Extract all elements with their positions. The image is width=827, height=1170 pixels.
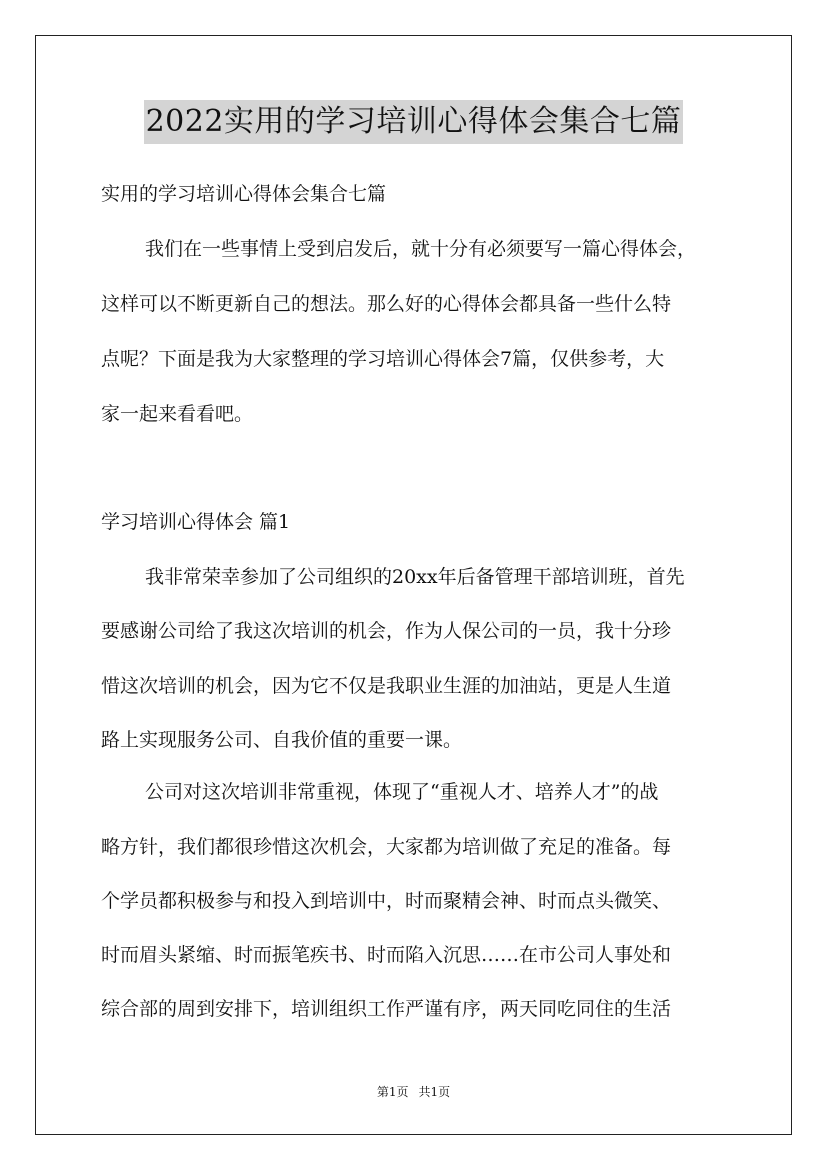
paragraph-line: 时而眉头紧缩、时而振笔疾书、时而陷入沉思……在市公司人事处和 bbox=[101, 944, 672, 966]
paragraph-line: 要感谢公司给了我这次培训的机会，作为人保公司的一员，我十分珍 bbox=[101, 620, 672, 642]
page-total: 共1页 bbox=[418, 1085, 451, 1099]
intro-line: 家一起来看看吧。 bbox=[101, 403, 254, 425]
paragraph-line: 略方针，我们都很珍惜这次机会，大家都为培训做了充足的准备。每 bbox=[101, 836, 672, 858]
intro-line: 这样可以不断更新自己的想法。那么好的心得体会都具备一些什么特 bbox=[101, 293, 672, 315]
document-subtitle: 实用的学习培训心得体会集合七篇 bbox=[101, 183, 387, 205]
intro-line: 点呢？下面是我为大家整理的学习培训心得体会7篇，仅供参考，大 bbox=[101, 348, 665, 370]
title-block bbox=[0, 100, 827, 144]
paragraph-line: 惜这次培训的机会，因为它不仅是我职业生涯的加油站，更是人生道 bbox=[101, 675, 672, 697]
intro-line: 我们在一些事情上受到启发后，就十分有必须要写一篇心得体会， bbox=[145, 238, 697, 260]
page-footer bbox=[0, 1084, 827, 1100]
page-number: 第1页 bbox=[376, 1085, 409, 1099]
section-heading: 学习培训心得体会 篇1 bbox=[101, 511, 291, 533]
document-title: 2022实用的学习培训心得体会集合七篇 bbox=[144, 100, 684, 144]
paragraph-line: 公司对这次培训非常重视，体现了“重视人才、培养人才”的战 bbox=[145, 781, 659, 803]
paragraph-line: 我非常荣幸参加了公司组织的20xx年后备管理干部培训班，首先 bbox=[145, 566, 685, 588]
paragraph-line: 路上实现服务公司、自我价值的重要一课。 bbox=[101, 729, 463, 751]
paragraph-line: 综合部的周到安排下，培训组织工作严谨有序，两天同吃同住的生活 bbox=[101, 998, 672, 1020]
paragraph-line: 个学员都积极参与和投入到培训中，时而聚精会神、时而点头微笑、 bbox=[101, 890, 672, 912]
